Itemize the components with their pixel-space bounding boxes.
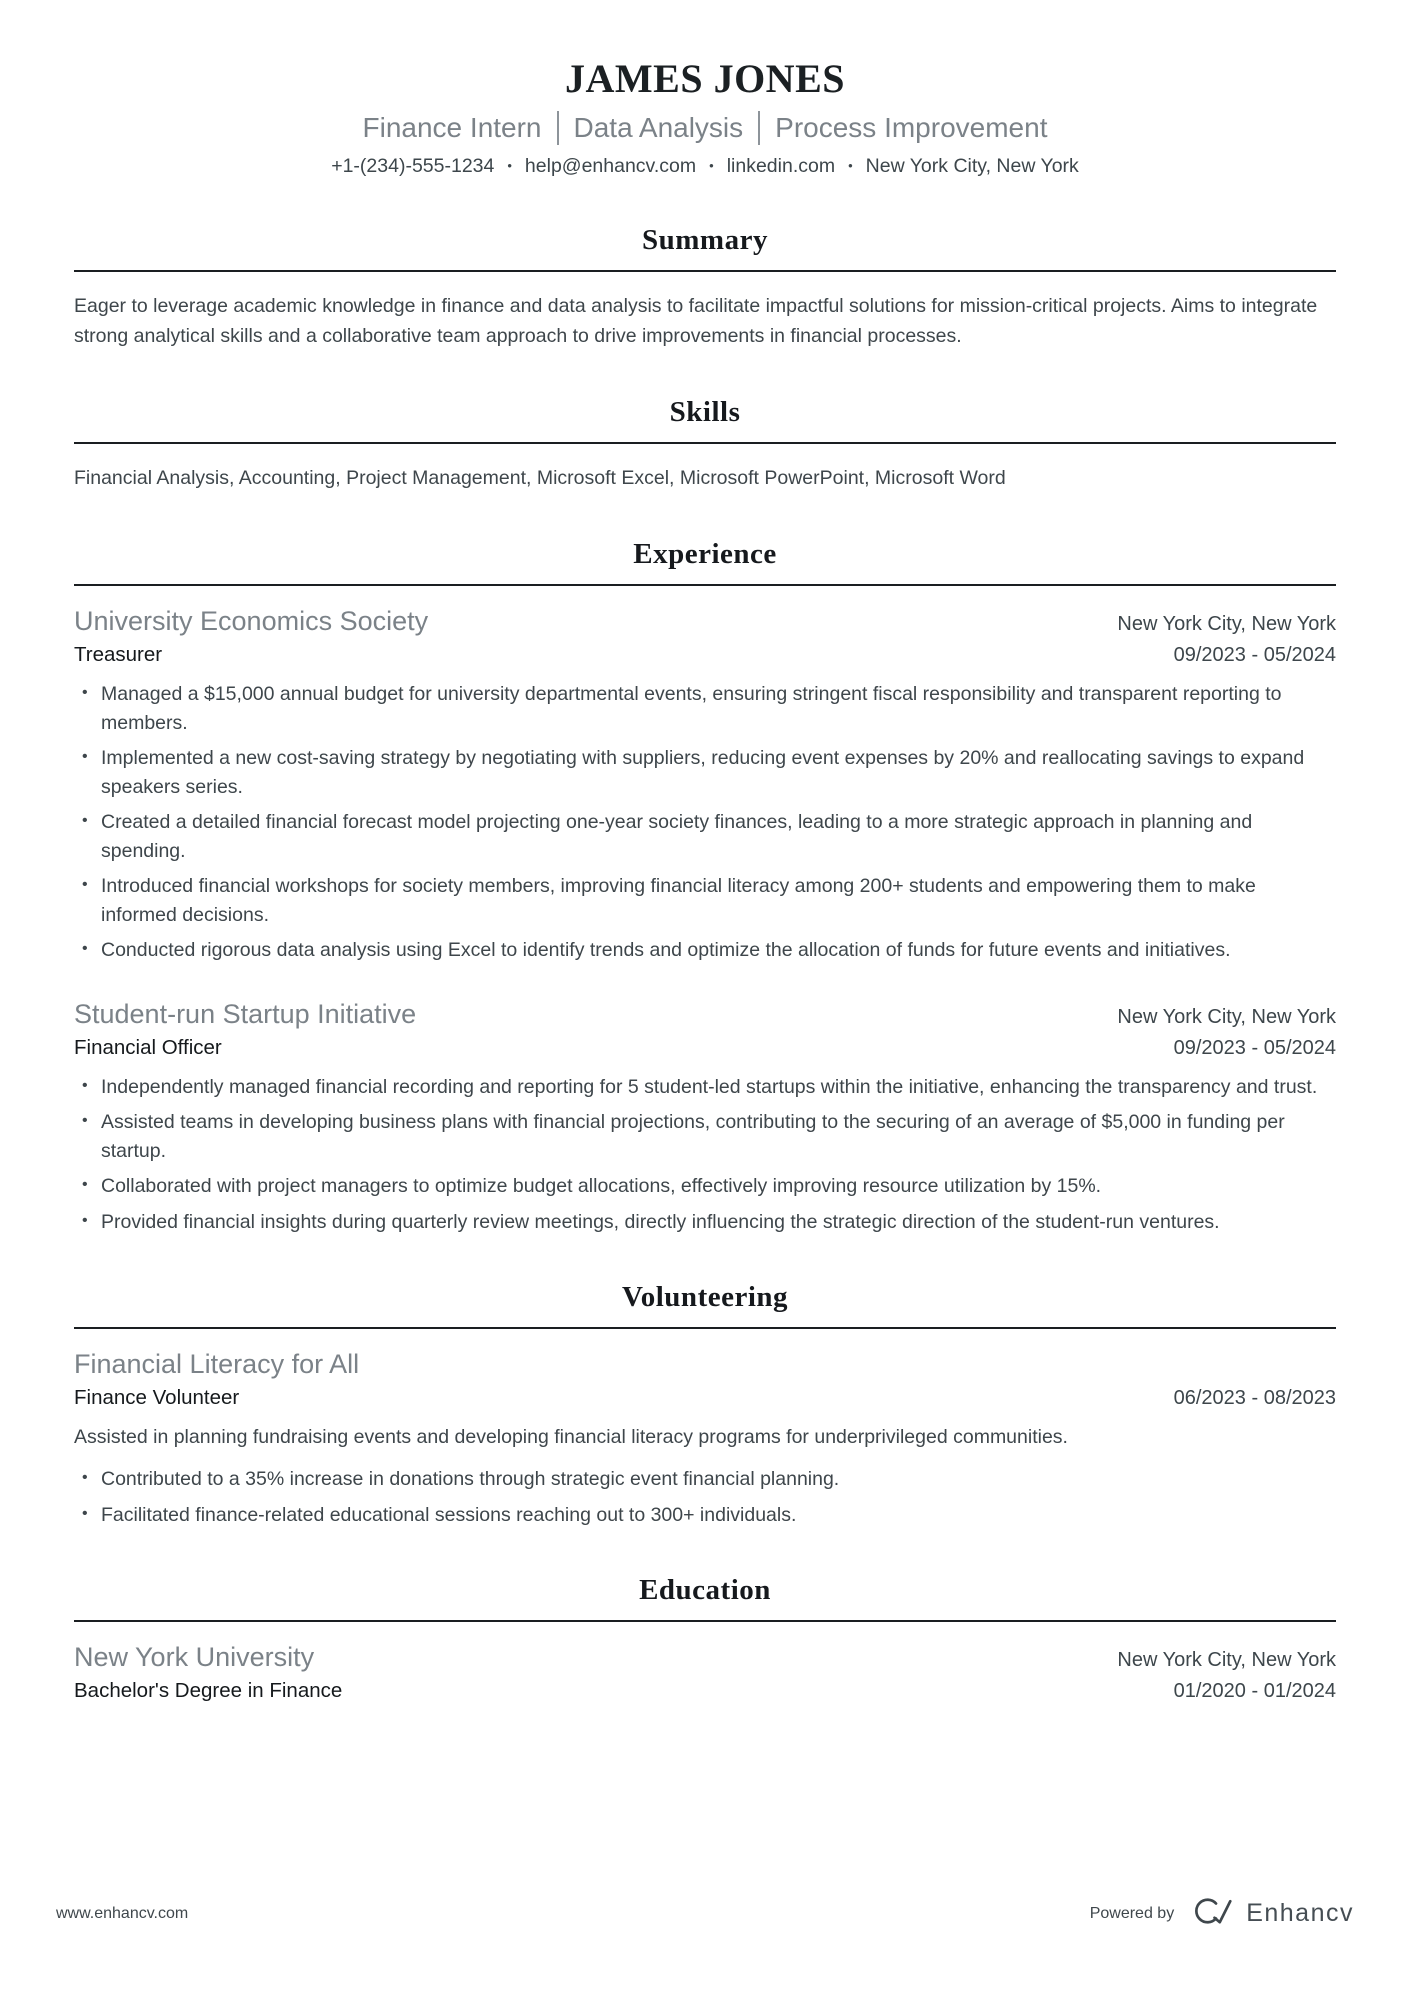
section-title-volunteering: Volunteering — [621, 1281, 789, 1313]
contact-separator: • — [709, 158, 714, 173]
position-title: Financial Officer — [74, 1035, 222, 1059]
bullet-item: • Introduced financial workshops for society members, improving financial literacy among 200+ students and empowering them to make informed decisions. — [74, 872, 1336, 929]
company-name: Student-run Startup Initiative — [74, 998, 417, 1029]
section-divider — [74, 1327, 1336, 1329]
skills-text: Financial Analysis, Accounting, Project Management, Microsoft Excel, Microsoft PowerPoint, Microsoft Word — [74, 467, 1006, 489]
powered-by-label: Powered by — [1089, 1904, 1175, 1922]
headline-divider — [557, 111, 559, 145]
headline — [74, 110, 1336, 146]
experience-entry — [74, 605, 1336, 965]
footer-branding — [1090, 1894, 1354, 1933]
headline-role: Finance Intern — [362, 112, 542, 143]
entry-description: Assisted in planning fundraising events and developing financial literacy programs for underprivileged communities. — [74, 1426, 1068, 1448]
bullet-item: • Collaborated with project managers to optimize budget allocations, effectively improving resource utilization by 15%. — [74, 1172, 1336, 1201]
candidate-name: JAMES JONES — [565, 56, 845, 101]
enhancv-logo-icon — [1186, 1894, 1234, 1933]
contact-separator: • — [507, 158, 512, 173]
section-title-skills: Skills — [669, 396, 741, 428]
section-education — [74, 1573, 1336, 1703]
organization-name: Financial Literacy for All — [74, 1349, 360, 1379]
section-title-education: Education — [639, 1574, 771, 1606]
bullet-list — [74, 680, 1336, 965]
entry-location: New York City, New York — [1117, 1005, 1336, 1028]
bullet-item: • Managed a $15,000 annual budget for university departmental events, ensuring stringent fiscal responsibility and transparent reporting to members. — [74, 680, 1336, 737]
bullet-item: • Implemented a new cost-saving strategy by negotiating with suppliers, reducing event expenses by 20% and reallocating savings to expand speakers series. — [74, 744, 1336, 801]
contact-linkedin: linkedin.com — [726, 155, 836, 177]
bullet-list — [74, 1465, 1336, 1529]
bullet-item: • Independently managed financial recording and reporting for 5 student-led startups within the initiative, enhancing the transparency and trust. — [74, 1073, 1336, 1102]
contact-separator: • — [848, 158, 853, 173]
entry-location: New York City, New York — [1117, 1649, 1336, 1671]
section-title-experience: Experience — [633, 538, 777, 570]
degree-title: Bachelor's Degree in Finance — [74, 1679, 343, 1702]
section-volunteering — [74, 1280, 1336, 1529]
summary-text: Eager to leverage academic knowledge in finance and data analysis to facilitate impactful solutions for mission-critical projects. Aims to integrate strong analytical skills and a collaborative team approach to drive improvements in financial processes. — [74, 295, 1318, 347]
footer-website: www.enhancv.com — [56, 1904, 189, 1922]
resume-header — [74, 56, 1336, 179]
bullet-item: • Facilitated finance-related educational sessions reaching out to 300+ individuals. — [74, 1501, 1336, 1530]
contact-location: New York City, New York — [865, 155, 1079, 177]
section-title-summary: Summary — [642, 224, 768, 256]
entry-dates: 06/2023 - 08/2023 — [1173, 1387, 1336, 1409]
enhancv-brand-text: Enhancv — [1246, 1899, 1354, 1927]
headline-role: Process Improvement — [775, 112, 1048, 143]
position-title: Treasurer — [74, 643, 163, 666]
contact-phone: +1-(234)-555-1234 — [331, 155, 495, 177]
bullet-item: • Assisted teams in developing business plans with financial projections, contributing to the securing of an average of $5,000 in funding per startup. — [74, 1108, 1336, 1165]
section-skills — [74, 395, 1336, 493]
education-entry — [74, 1641, 1336, 1703]
position-title: Finance Volunteer — [74, 1386, 240, 1409]
page-footer — [56, 1894, 1354, 1933]
school-name: New York University — [74, 1642, 315, 1672]
bullet-item: • Created a detailed financial forecast model projecting one-year society finances, leading to a more strategic approach in planning and spending. — [74, 808, 1336, 865]
bullet-item: • Provided financial insights during quarterly review meetings, directly influencing the strategic direction of the student-run ventures. — [74, 1208, 1336, 1237]
contact-line — [74, 153, 1336, 179]
section-summary — [74, 223, 1336, 351]
section-divider — [74, 270, 1336, 272]
bullet-item: • Contributed to a 35% increase in donations through strategic event financial planning. — [74, 1465, 1336, 1494]
entry-dates: 01/2020 - 01/2024 — [1173, 1680, 1336, 1702]
entry-dates: 09/2023 - 05/2024 — [1173, 644, 1336, 666]
entry-dates: 09/2023 - 05/2024 — [1173, 1036, 1336, 1059]
entry-location: New York City, New York — [1117, 613, 1336, 635]
experience-entry — [74, 998, 1336, 1237]
headline-divider — [758, 111, 760, 145]
volunteering-entry — [74, 1348, 1336, 1529]
bullet-list — [74, 1073, 1336, 1237]
contact-email: help@enhancv.com — [524, 155, 697, 177]
section-divider — [74, 442, 1336, 444]
headline-role: Data Analysis — [573, 112, 744, 143]
company-name: University Economics Society — [74, 606, 429, 636]
section-divider — [74, 584, 1336, 586]
section-experience — [74, 537, 1336, 1236]
bullet-item: • Conducted rigorous data analysis using Excel to identify trends and optimize the allocation of funds for future events and initiatives. — [74, 936, 1336, 965]
section-divider — [74, 1620, 1336, 1622]
